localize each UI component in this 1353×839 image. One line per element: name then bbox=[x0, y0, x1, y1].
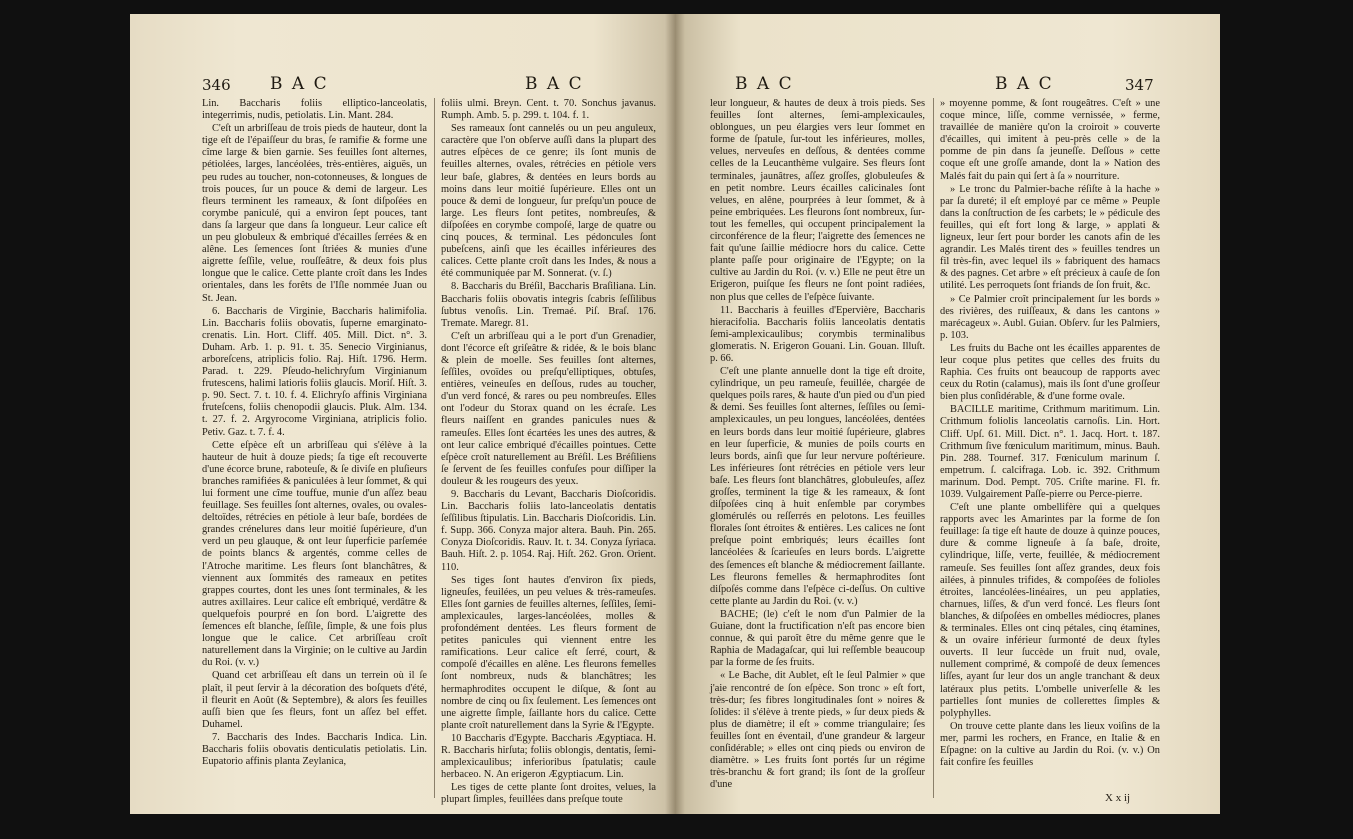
paragraph: 8. Baccharis du Bréſil, Baccharis Braſiliana. Lin. Baccharis foliis obovatis integris ſcabris ſeſſilibus ſubtus venoſis. Lin. Tremaé. Piſ. Braſ. 176. Tremate. Maregr. 81. bbox=[441, 281, 656, 329]
paragraph: 11. Baccharis à feuilles d'Epervière, Baccharis hieracifolia. Baccharis foliis lanceolatis dentatis ſemi-amplexicaulibus; corymbis terminalibus glomeratis. N. Erigeron Gouani. Lin. Gouan. Illuſt. p. 66. bbox=[710, 304, 925, 364]
paragraph: Les fruits du Bache ont les écailles apparentes de leur coque plus petites que celles des fruits du Raphia. Ces fruits ont beaucoup de rapports avec ceux du Rotin (calamus), mais ils ſont d'une groſſeur bien plus conſidérable, & d'une forme ovale. bbox=[940, 342, 1160, 403]
paragraph: Les tiges de cette plante ſont droites, velues, la plupart ſimples, feuillées dans preſque toute bbox=[441, 782, 656, 806]
signature-mark: X x ij bbox=[1105, 792, 1131, 804]
paragraph: BACHE; (le) c'eſt le nom d'un Palmier de la Guiane, dont la fructification n'eſt pas encore bien connue, & qui paroît être du même genre que le Raphia de Madagaſcar, qui lui reſſemble beaucoup par la forme de ſes fruits. bbox=[710, 608, 925, 669]
paragraph: 10 Baccharis d'Egypte. Baccharis Ægyptiaca. H. R. Baccharis hirſuta; foliis oblongis, dentatis, ſemi-amplexicaulibus; inferioribus ſpatulatis; caule herbaceo. N. An erigeron Ægyptiacum. Lin. bbox=[441, 732, 656, 781]
column-rule bbox=[933, 98, 934, 798]
paragraph: 6. Baccharis de Virginie, Baccharis halimifolia. Lin. Baccharis foliis obovatis, ſuperne emarginato-crenatis. Lin. Hort. Cliff. 405. Mill. Dict. n°. 3. Duham. Arb. 1. p. 91. t. 35. Senecio Virginianus, arboreſcens, atriplicis folio. Raj. Hiſt. 1796. Herm. Parad. t. 229. Pſeudo-helichryſum Virginianum frutescens, halimi latioris foliis glaucis. Moriſ. Hiſt. 3. p. 90. Sect. 7. t. 10. f. 4. Elichryſo affinis Virginiana fruteſcens, foliis chenopodii glaucis. Pluk. Alm. 134. t. 27. f. 2. Argyrocome Virginiana, atriplicis folio. Petiv. Gaz. t. 7. f. 4. bbox=[202, 305, 427, 438]
left-page bbox=[130, 14, 675, 814]
column-rule bbox=[434, 98, 435, 798]
text-column-1 bbox=[202, 98, 427, 769]
book-gutter bbox=[665, 14, 685, 814]
paragraph: Cette eſpèce eſt un arbriſſeau qui s'élève à la hauteur de huit à douze pieds; ſa tige eſt recouverte d'une écorce brune, raboteuſe, & ſe diviſe en pluſieurs branches ramifiées & paniculées à leur ſommet, & qui lui forment une cîme touffue, munie d'un aſſez beau feuillage. Ses feuilles ſont alternes, ovales, ou ovales-deltoïdes, rétrécies en pétiole à leur baſe, bordées de grandes crénelures dans leur moitié ſupérieure, d'un verd un peu glauque, & ont leur ſuperficie parſemée de points blancs & argentés, comme celles de l'Atroche maritime. Les fleurs ſont blanchâtres, & viennent aux ſommités des rameaux en petites grappes courtes, dont les unes ſont terminales, & les autres axillaires. Leur calice eſt embriqué, verdâtre & quelquefois pourpré en ſon bord. L'aigrette des ſemences eſt blanche, ſeſſile, ſimple, & une fois plus longue que le calice. Cet arbriſſeau croît naturellement dans la Virginie; on le cultive au Jardin du Roi. (v. v.) bbox=[202, 439, 427, 669]
paragraph: Ses rameaux ſont cannelés ou un peu anguleux, caractère que l'on obſerve auſſi dans la plupart des autres eſpèces de ce genre; ils ſont munis de feuilles alternes, ovales, rétrécies en pétiole vers leur baſe, glabres, & dentées en leurs bords au moins dans leur moitié ſupérieure. Elles ont un pouce & demi de longueur, ſur preſqu'un pouce de large. Les fleurs ſont petites, nombreuſes, & diſpoſées en corymbe compoſé, large de quatre ou cinq pouces, & terminal. Les pédoncules ſont pubeſcens, ainſi que les écailles inférieures des calices. Cette plante croît dans les Indes, & nous a été communiquée par M. Sonnerat. (v. ſ.) bbox=[441, 123, 656, 280]
paragraph: Ses tiges ſont hautes d'environ ſix pieds, ligneuſes, feuilées, un peu velues & très-rameuſes. Elles ſont garnies de feuilles alternes, ſeſſiles, ſemi-amplexicaules, larges-lancéolées, molles & profondément dentées. Les fleurs forment de petites panicules qui viennent entre les ramifications. Leur calice eſt ſerré, court, & compoſé d'écailles en alêne. Les fleurons femelles ſont nombreux, nuds & blanchâtres; les hermaphrodites occupent le diſque, & ſont au nombre de cinq ou ſix ſeulement. Les ſemences ont une aigrette ſimple, ſaillante hors du calice. Cette plante croît naturellement dans la Syrie & l'Egypte. bbox=[441, 574, 656, 731]
paragraph: « Le Bache, dit Aublet, eſt le ſeul Palmier » que j'aie rencontré de ſon eſpèce. Son tronc » eſt fort, très-dur; ſes fibres longitudinales ſont » noires & ſolides: il s'élève à trente pieds, » ſur deux pieds & plus de diamètre; il eſt » comme triangulaire; ſes feuilles ſont en éventail, d'une grandeur & largeur conſidérable; » elles ont cinq pieds ou environ de diamètre. » Les fruits ſont portés ſur un régime très-branchu & fort grand; ils ſont de la groſſeur d'une bbox=[710, 670, 925, 791]
text-column-2 bbox=[441, 98, 656, 807]
running-header: B A C bbox=[270, 74, 329, 94]
paragraph: 7. Baccharis des Indes. Baccharis Indica. Lin. Baccharis foliis obovatis denticulatis petiolatis. Lin. Eupatorio affinis planta Zeylanica, bbox=[202, 731, 427, 768]
paragraph: C'eſt un arbriſſeau de trois pieds de hauteur, dont la tige eſt de l'épaiſſeur du bras, ſe ramifie & forme une cîme large & bien garnie. Ses feuilles ſont alternes, pétiolées, larges, lancéolées, très-entières, aiguës, un peu rudes au toucher, non-cotonneuses, & longues de trois pouces, ſur un pouce & demi de largeur. Les fleurs terminent les rameaux, & ſont diſpoſées en corymbe paniculé, qui a environ ſept pouces, tant dans ſa largeur que dans ſa longueur. Leur calice eſt un peu globuleux & embriqué d'écailles ſerrées & en alêne. Les ſemences ſont ſtriées & munies d'une aigrette ſeſſile, velue, rouſſeâtre, & deux fois plus longue que le calice. Cette plante croît dans les Indes orientales, dans les forêts de l'Iſle nommée Juan ou St. Jean. bbox=[202, 123, 427, 304]
paragraph: leur longueur, & hautes de deux à trois pieds. Ses feuilles ſont alternes, ſemi-amplexicaules, oblongues, un peu élargies vers leur ſommet en forme de ſpatule, ſur-tout les inférieures, molles, velues, nerveuſes en deſſous, & dentées comme celles de la Leucanthème vulgaire. Ses fleurs ſont terminales, jaunâtres, aſſez groſſes, globuleuſes & en petit nombre. Leurs écailles calicinales ſont velues, en alêne, pourprées à leur ſommet, & à peine embriquées. Les fleurons ſont nombreux, ſur-tout les femelles, qui occupent principalement la circonférence de la fleur; l'aigrette des ſemences ne fait qu'une ſaillie médiocre hors du calice. Cette plante paſſe pour originaire de l'Egypte; on la cultive au Jardin du Roi. (v. v.) Elle ne peut être un Erigeron, puiſque ſes fleurs ne ſont point radiées, non plus que celles de l'eſpèce ſuivante. bbox=[710, 98, 925, 303]
paragraph: On trouve cette plante dans les lieux voiſins de la mer, parmi les rochers, en France, en Italie & en Eſpagne: on la cultive au Jardin du Roi. (v. v.) On fait confire ſes feuilles bbox=[940, 720, 1160, 769]
paragraph: BACILLE maritime, Crithmum maritimum. Lin. Crithmum foliolis lanceolatis carnoſis. Lin. Hort. Cliff. Upſ. 61. Mill. Dict. n°. 1. Jacq. Hort. t. 187. Crithmum ſive fœniculum maritimum, minus. Bauh. Pin. 288. Tournef. 317. Fœniculum marinum ſ. empetrum. ſ. calcifraga. Lob. ic. 392. Crithmum marinum. Dod. Pempt. 705. Criſte marine. Fl. fr. 1039. Vulgairement Paſſe-pierre ou Perce-pierre. bbox=[940, 404, 1160, 500]
paragraph: » Ce Palmier croît principalement ſur les bords » des rivières, des ruiſſeaux, & dans les cantons » marécageux ». Aubl. Guian. Obſerv. ſur les Palmiers, p. 103. bbox=[940, 293, 1160, 341]
paragraph: » moyenne pomme, & ſont rougeâtres. C'eſt » une coque mince, liſſe, comme vernissée, » ferme, travaillée de manière qu'on la croiroit » couverte d'écailles, qui imitent à peu-près celle » de la pomme de pin dans ſa jeuneſſe. Deſſous » cette coque eſt une groſſe amande, dont la » Nation des Malés fait du pain qui ſert à ſa » nourriture. bbox=[940, 98, 1160, 182]
text-column-2 bbox=[940, 98, 1160, 770]
paragraph: foliis ulmi. Breyn. Cent. t. 70. Sonchus javanus. Rumph. Amb. 5. p. 299. t. 104. f. 1. bbox=[441, 98, 656, 122]
paragraph: C'eſt un arbriſſeau qui a le port d'un Grenadier, dont l'écorce eſt griſeâtre & ridée, & le bois blanc & plein de moelle. Ses feuilles ſont alternes, ſeſſiles, ovoïdes ou preſqu'elliptiques, obtuſes, entières, veineuſes en deſſous, rudes au toucher, d'un verd foncé, & rares ou peu nombreuſes. Elles ont l'odeur du Storax quand on les écraſe. Les fleurs naiſſent en grandes panicules nues & rameuſes. Elles ſont écartées les unes des autres, & ont leur calice embriqué d'écailles pointues. Cette eſpèce croît naturellement au Bréſil. Les Bréſiliens ſe ſervent de ſes feuilles confuſes pour diſſiper la douleur & les rougeurs des yeux. bbox=[441, 330, 656, 487]
right-page bbox=[675, 14, 1220, 814]
paragraph: 9. Baccharis du Levant, Baccharis Dioſcoridis. Lin. Baccharis foliis lato-lanceolatis dentatis ſeſſilibus ſtipulatis. Lin. Baccharis Dioſcoridis. Lin. f. Supp. 366. Conyza major altera. Bauh. Pin. 265. Conyza Dioſcoridis. Rauv. It. t. 34. Conyza ſyriaca. Bauh. Hiſt. 2. p. 1054. Raj. Hiſt. 262. Gron. Orient. 110. bbox=[441, 489, 656, 573]
paragraph: C'eſt une plante ombellifère qui a quelques rapports avec les Amarintes par la forme de ſon feuillage: ſa tige eſt haute de douze à quinze pouces, dure & comme ligneuſe à ſa baſe, droite, cylindrique, liſſe, verte, feuillée, & médiocrement rameuſe. Ses feuilles ſont aſſez grandes, deux fois ailées, à pinnules trifides, & compoſées de folioles étroites, lancéolées-linéaires, un peu applaties, charnues, liſſes, & d'un verd foncé. Les fleurs ſont blanches, & diſpoſées en ombelles médiocres, planes & terminales. Elles ont cinq pétales, cinq étamines, & un ovaire inférieur ſurmonté de deux ſtyles ouverts. Il leur ſuccède un fruit nud, ovale, nullement comprimé, & compoſé de deux ſemences liſſes, ayant ſur leur dos un angle tranchant & deux latéraux plus petits. L'ombelle univerſelle & les partielles ſont munies de collerettes ſimples & polyphylles. bbox=[940, 502, 1160, 719]
page-number: 347 bbox=[1125, 76, 1154, 94]
running-header: B A C bbox=[525, 74, 584, 94]
text-column-1 bbox=[710, 98, 925, 792]
page-number: 346 bbox=[202, 76, 231, 94]
paragraph: » Le tronc du Palmier-bache réſiſte à la hache » par ſa dureté; il eſt employé par ce même » Peuple dans la conſtruction de ſes carbets; le » pédicule des feuilles, qui eſt fort long & large, » applati & ligneux, leur ſert pour border les canots afin de les agrandir. Les Malés tirent des » feuilles tendres un fil très-fin, avec lequel ils » fabriquent des hamacs & des pagnes. Cet arbre » eſt précieux à cauſe de ſon utilité. Les perroquets ſont friands de ſon fruit, &c. bbox=[940, 183, 1160, 292]
running-header: B A C bbox=[735, 74, 794, 94]
paragraph: Lin. Baccharis foliis elliptico-lanceolatis, integerrimis, nudis, petiolatis. Lin. Mant. 284. bbox=[202, 98, 427, 122]
paragraph: Quand cet arbriſſeau eſt dans un terrein où il ſe plaît, il peut ſervir à la décoration des boſquets d'été, il fleurit en Août (& Septembre), & alors ſes feuilles auſſi bien que ſes fleurs, font un aſſez bel effet. Duhamel. bbox=[202, 670, 427, 730]
running-header: B A C bbox=[995, 74, 1054, 94]
paragraph: C'eſt une plante annuelle dont la tige eſt droite, cylindrique, un peu rameuſe, feuillée, chargée de quelques poils rares, & haute d'un pied ou d'un pied & demi. Ses feuilles ſont alternes, ſeſſiles ou ſemi-amplexicaules, un peu longues, lancéolées, dentées en leurs bords dans leur moitié ſupérieure, glabres en leur ſuperficie, & munies de poils courts en leurs bords, ainſi que ſur leur nervure poſtérieure. Les inférieures ſont rétrécies en pétiole vers leur baſe. Les fleurs ſont blanchâtres, globuleuſes, aſſez groſſes, terminent la tige & les rameaux, & ſont diſpoſées cinq à huit enſemble par corymbes glomérulés ou reſſerrés en pelotons. Les feuilles florales ſont étroites & entières. Les calices ne ſont preſque point embriqués; leurs écailles ſont lancéolées & ſcarieuſes en leurs bords. L'aigrette des ſemences eſt blanche & médiocrement ſaillante. Les fleurons femelles & hermaphrodites ſont diſpoſés comme dans l'eſpèce ci-deſſus. On cultive cette plante au Jardin du Roi. (v. v.) bbox=[710, 366, 925, 607]
book-spread bbox=[130, 14, 1220, 814]
